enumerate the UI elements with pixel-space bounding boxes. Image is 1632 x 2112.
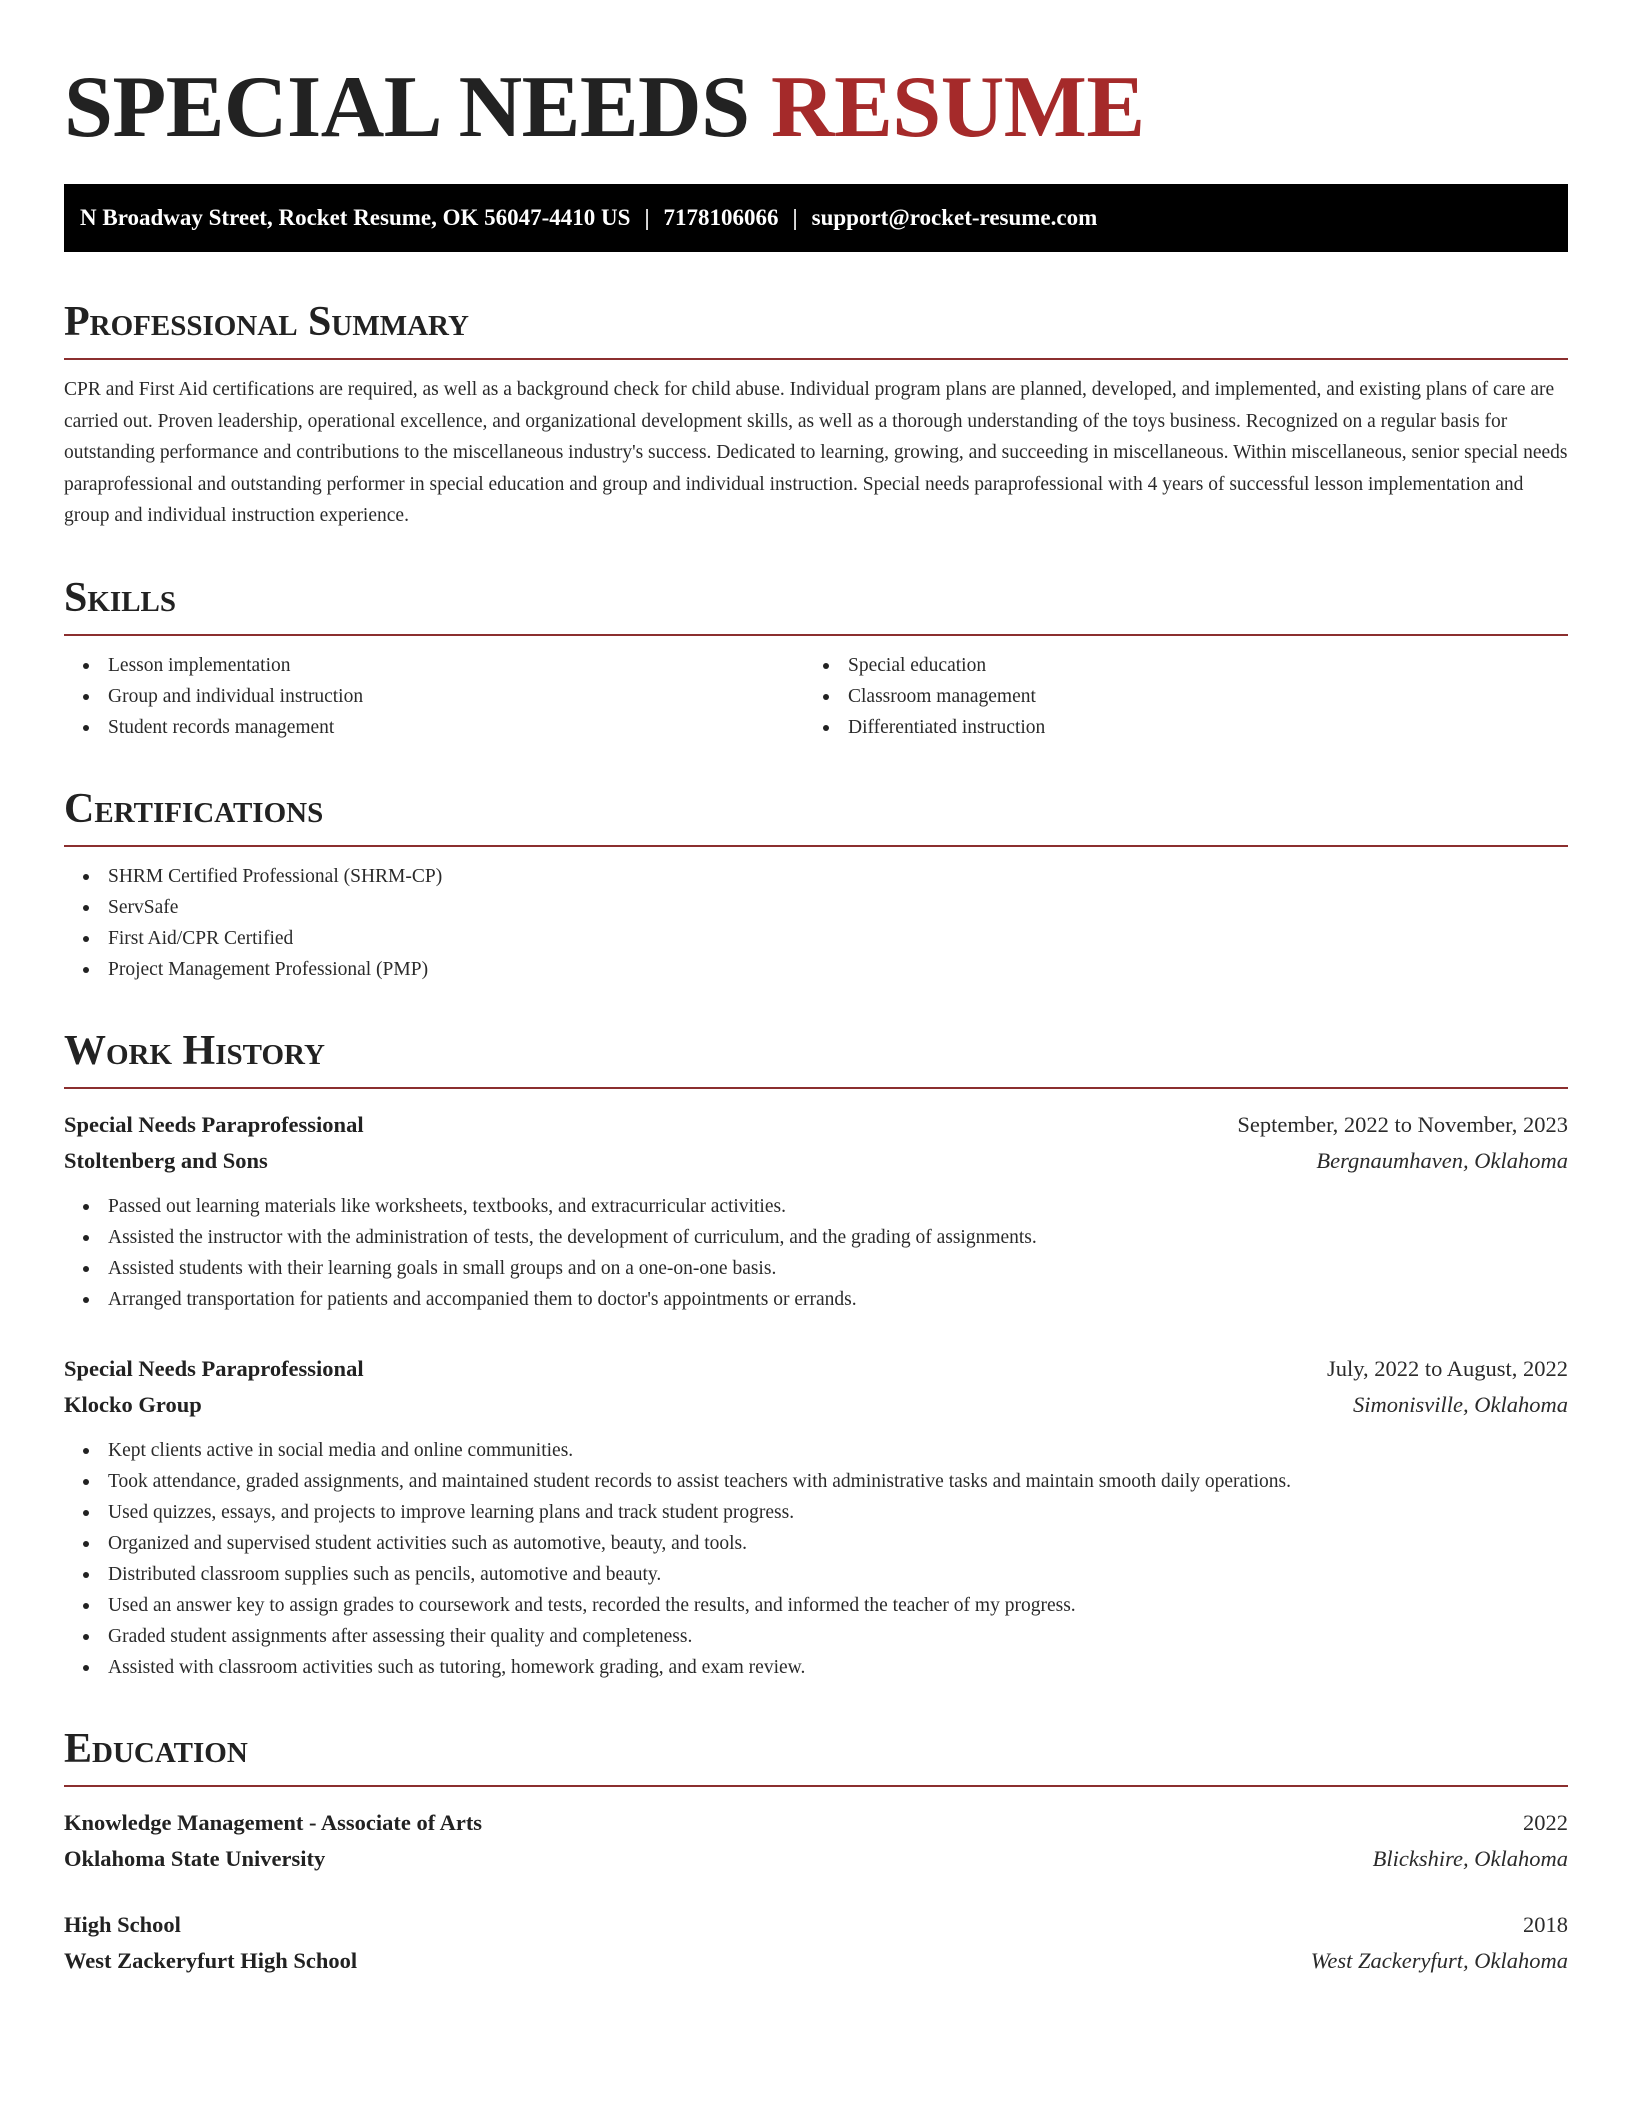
- contact-email: support@rocket-resume.com: [811, 205, 1098, 230]
- education-location: West Zackeryfurt, Oklahoma: [1310, 1947, 1568, 1973]
- education-year: 2018: [1523, 1911, 1568, 1937]
- education-school-row: [64, 1943, 1568, 1979]
- resume-title: [64, 60, 1568, 156]
- job-company-row: [64, 1143, 1568, 1179]
- education-school-row: [64, 1841, 1568, 1877]
- section-title-summary: Professional Summary: [64, 296, 1568, 360]
- job-duty: Assisted the instructor with the administration of tests, the development of curriculum, and the grading of assignments.: [64, 1222, 1568, 1253]
- job-duties-list: [64, 1191, 1568, 1315]
- certification-item: First Aid/CPR Certified: [64, 923, 1568, 954]
- job-duty: Used quizzes, essays, and projects to improve learning plans and track student progress.: [64, 1497, 1568, 1528]
- skill-item: Group and individual instruction: [64, 681, 804, 712]
- job-duty: Graded student assignments after assessing their quality and completeness.: [64, 1621, 1568, 1652]
- education-header-row: [64, 1907, 1568, 1943]
- certification-item: Project Management Professional (PMP): [64, 954, 1568, 985]
- job-duty: Organized and supervised student activities such as automotive, beauty, and tools.: [64, 1528, 1568, 1559]
- education-entry: [64, 1907, 1568, 1979]
- skill-item: Classroom management: [804, 681, 1568, 712]
- job-entry: [64, 1107, 1568, 1315]
- education-degree: Knowledge Management - Associate of Arts: [64, 1809, 483, 1835]
- job-duty: Took attendance, graded assignments, and maintained student records to assist teachers with administrative tasks and maintain smooth daily operations.: [64, 1466, 1568, 1497]
- title-main: SPECIAL NEEDS: [64, 59, 750, 156]
- job-company: Klocko Group: [64, 1391, 202, 1417]
- job-header-row: [64, 1107, 1568, 1143]
- contact-separator: |: [644, 205, 650, 230]
- section-title-skills: Skills: [64, 572, 1568, 636]
- education-year: 2022: [1523, 1809, 1568, 1835]
- job-duty: Passed out learning materials like worksheets, textbooks, and extracurricular activities.: [64, 1191, 1568, 1222]
- section-title-education: Education: [64, 1723, 1568, 1787]
- title-accent: RESUME: [771, 59, 1145, 156]
- job-location: Simonisville, Oklahoma: [1353, 1391, 1568, 1417]
- skills-list-right: [804, 650, 1568, 743]
- job-duty: Assisted students with their learning goals in small groups and on a one-on-one basis.: [64, 1253, 1568, 1284]
- contact-address: N Broadway Street, Rocket Resume, OK 56047-4410 US: [80, 205, 631, 230]
- contact-bar: [64, 184, 1568, 252]
- job-duties-list: [64, 1435, 1568, 1683]
- job-duty: Assisted with classroom activities such as tutoring, homework grading, and exam review.: [64, 1652, 1568, 1683]
- job-duty: Distributed classroom supplies such as pencils, automotive and beauty.: [64, 1559, 1568, 1590]
- job-dates: September, 2022 to November, 2023: [1237, 1111, 1568, 1137]
- job-dates: July, 2022 to August, 2022: [1326, 1355, 1568, 1381]
- education-school: West Zackeryfurt High School: [64, 1947, 358, 1973]
- job-header-row: [64, 1351, 1568, 1387]
- skill-item: Special education: [804, 650, 1568, 681]
- certification-item: ServSafe: [64, 892, 1568, 923]
- certifications-list: [64, 861, 1568, 985]
- education-entry: [64, 1805, 1568, 1877]
- job-duty: Used an answer key to assign grades to coursework and tests, recorded the results, and informed the teacher of my progress.: [64, 1590, 1568, 1621]
- skill-item: Differentiated instruction: [804, 712, 1568, 743]
- work-history-section: [64, 1025, 1568, 1683]
- education-header-row: [64, 1805, 1568, 1841]
- section-title-work-history: Work History: [64, 1025, 1568, 1089]
- job-company-row: [64, 1387, 1568, 1423]
- job-entry: [64, 1351, 1568, 1683]
- job-location: Bergnaumhaven, Oklahoma: [1316, 1147, 1568, 1173]
- job-company: Stoltenberg and Sons: [64, 1147, 268, 1173]
- job-duty: Kept clients active in social media and online communities.: [64, 1435, 1568, 1466]
- contact-separator: |: [792, 205, 798, 230]
- summary-text: CPR and First Aid certifications are required, as well as a background check for child abuse. Individual program plans are planned, developed, and implemented, and existing plans of care are carried out. Proven leadership, operational excellence, and organizational development skills, as well as a thorough understanding of the toys business. Recognized on a regular basis for outstanding performance and contributions to the miscellaneous industry's success. Dedicated to learning, growing, and succeeding in miscellaneous. Within miscellaneous, senior special needs paraprofessional and outstanding performer in special education and group and individual instruction. Special needs paraprofessional with 4 years of successful lesson implementation and group and individual instruction experience.: [64, 379, 1568, 526]
- skills-list-left: [64, 650, 804, 743]
- certifications-section: [64, 783, 1568, 985]
- education-section: [64, 1723, 1568, 1979]
- education-degree: High School: [64, 1911, 181, 1937]
- job-duty: Arranged transportation for patients and accompanied them to doctor's appointments or errands.: [64, 1284, 1568, 1315]
- education-location: Blickshire, Oklahoma: [1372, 1845, 1568, 1871]
- summary-section: [64, 296, 1568, 532]
- skill-item: Student records management: [64, 712, 804, 743]
- education-school: Oklahoma State University: [64, 1845, 326, 1871]
- contact-phone: 7178106066: [663, 205, 779, 230]
- job-role: Special Needs Paraprofessional: [64, 1111, 364, 1137]
- skills-section: [64, 572, 1568, 743]
- section-title-certifications: Certifications: [64, 783, 1568, 847]
- certification-item: SHRM Certified Professional (SHRM-CP): [64, 861, 1568, 892]
- skill-item: Lesson implementation: [64, 650, 804, 681]
- job-role: Special Needs Paraprofessional: [64, 1355, 364, 1381]
- skills-grid: [64, 636, 1568, 743]
